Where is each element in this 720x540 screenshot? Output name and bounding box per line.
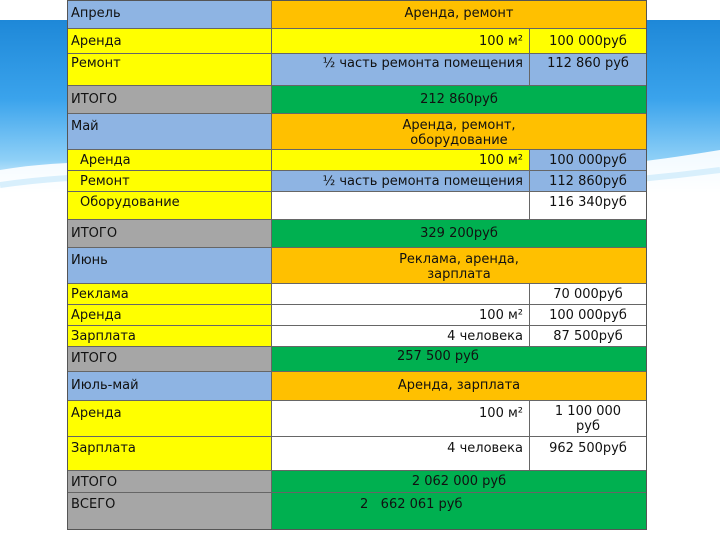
table-row [68,401,646,437]
table-row [68,326,646,347]
row-label: Ремонт [68,54,272,86]
row-detail: 100 м² [272,305,530,326]
row-amount: 100 000руб [530,150,646,171]
julmay-title: Аренда, зарплата [272,372,646,401]
row-label: Аренда [68,401,272,437]
row-amount: 1 100 000 руб [530,401,646,437]
table-row [68,171,646,192]
april-header-row [68,1,646,29]
row-label: Зарплата [68,326,272,347]
total-value: 329 200руб [272,220,646,248]
row-amount: 70 000руб [530,284,646,305]
row-amount: 100 000руб [530,305,646,326]
row-label: Зарплата [68,437,272,471]
row-detail: 100 м² [272,401,530,437]
table-row [68,192,646,220]
table-row [68,54,646,86]
june-title: Реклама, аренда, зарплата [272,248,646,284]
may-title: Аренда, ремонт, оборудование [272,114,646,150]
row-label: Ремонт [68,171,272,192]
row-label: Аренда [68,29,272,54]
total-label: ИТОГО [68,220,272,248]
total-value: 212 860руб [272,86,646,114]
grand-total-value: 2 662 061 руб [272,493,646,529]
total-value: 257 500 руб [272,347,646,372]
row-amount: 100 000руб [530,29,646,54]
grand-total-label: ВСЕГО [68,493,272,529]
row-detail [272,192,530,220]
row-label: Аренда [68,150,272,171]
table-row [68,29,646,54]
table-row [68,150,646,171]
row-amount: 112 860 руб [530,54,646,86]
june-month-label: Июнь [68,248,272,284]
row-detail [272,284,530,305]
june-total-row [68,347,646,372]
row-amount: 962 500руб [530,437,646,471]
row-detail: 4 человека [272,326,530,347]
row-detail: 100 м² [272,150,530,171]
total-label: ИТОГО [68,471,272,493]
may-month-label: Май [68,114,272,150]
julmay-total-row [68,471,646,493]
row-detail: 100 м² [272,29,530,54]
april-month-label: Апрель [68,1,272,29]
table-row [68,305,646,326]
may-total-row [68,220,646,248]
budget-table [67,0,647,530]
row-amount: 112 860руб [530,171,646,192]
june-header-row [68,248,646,284]
julmay-month-label: Июль-май [68,372,272,401]
row-detail: ½ часть ремонта помещения [272,171,530,192]
row-amount: 87 500руб [530,326,646,347]
julmay-header-row [68,372,646,401]
april-title: Аренда, ремонт [272,1,646,29]
total-value: 2 062 000 руб [272,471,646,493]
may-header-row [68,114,646,150]
row-amount: 116 340руб [530,192,646,220]
row-label: Реклама [68,284,272,305]
april-total-row [68,86,646,114]
row-detail: 4 человека [272,437,530,471]
table-row [68,437,646,471]
row-label: Оборудование [68,192,272,220]
row-label: Аренда [68,305,272,326]
table-row [68,284,646,305]
total-label: ИТОГО [68,86,272,114]
grand-total-row [68,493,646,529]
total-label: ИТОГО [68,347,272,372]
row-detail: ½ часть ремонта помещения [272,54,530,86]
